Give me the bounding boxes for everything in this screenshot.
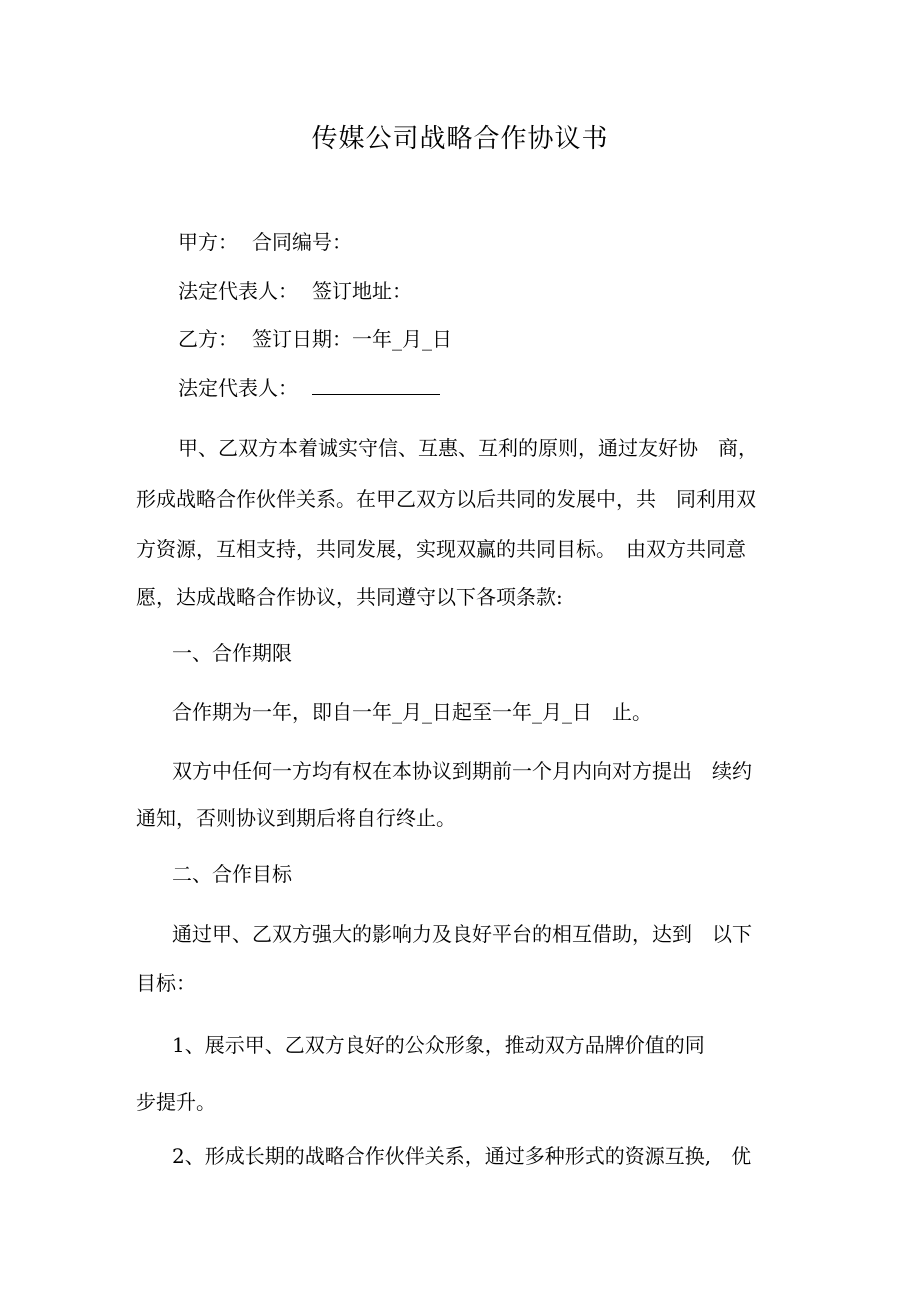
section2-p1-line-1: 通过甲、乙双方强大的影响力及良好平台的相互借助，达到 以下 bbox=[172, 922, 752, 946]
section2-p1-line-2: 目标： bbox=[136, 971, 196, 995]
section1-p2-line-1: 双方中任何一方均有权在本协议到期前一个月内向对方提出 续约 bbox=[172, 759, 752, 783]
header-line-3 bbox=[178, 327, 452, 351]
header-line-2 bbox=[178, 279, 412, 303]
section1-p1: 合作期为一年，即自一年_月_日起至一年_月_日 止。 bbox=[172, 700, 652, 724]
legal-rep-2-label: 法定代表人： bbox=[178, 376, 298, 400]
party-a-label: 甲方： bbox=[178, 230, 238, 254]
section1-p2-line-2: 通知，否则协议到期后将自行终止。 bbox=[136, 806, 456, 830]
intro-line-3: 方资源，互相支持，共同发展，实现双赢的共同目标。 由双方共同意 bbox=[136, 537, 746, 561]
sign-address-label: 签订地址： bbox=[312, 279, 412, 303]
intro-line-4: 愿，达成战略合作协议，共同遵守以下各项条款: bbox=[136, 585, 563, 609]
legal-rep-1-label: 法定代表人： bbox=[178, 279, 298, 303]
section2-heading: 二、合作目标 bbox=[172, 862, 292, 886]
section2-item1-line-1: 1、展示甲、乙双方良好的公众形象，推动双方品牌价值的同 bbox=[172, 1033, 705, 1057]
section2-item2-line-1: 2、形成长期的战略合作伙伴关系，通过多种形式的资源互换, 优 bbox=[172, 1144, 752, 1168]
intro-line-1: 甲、乙双方本着诚实守信、互惠、互利的原则，通过友好协 商， bbox=[178, 436, 758, 460]
header-line-1 bbox=[178, 230, 352, 254]
sign-date-label: 签订日期：一年_月_日 bbox=[252, 327, 452, 351]
signature-blank-line bbox=[312, 376, 440, 395]
section1-heading: 一、合作期限 bbox=[172, 641, 292, 665]
party-b-label: 乙方： bbox=[178, 327, 238, 351]
contract-no-label: 合同编号： bbox=[252, 230, 352, 254]
document-title: 传媒公司战略合作协议书 bbox=[311, 124, 609, 154]
section2-item1-line-2: 步提升。 bbox=[136, 1090, 216, 1114]
header-line-4 bbox=[178, 376, 440, 400]
intro-line-2: 形成战略合作伙伴关系。在甲乙双方以后共同的发展中，共 同利用双 bbox=[136, 487, 756, 511]
